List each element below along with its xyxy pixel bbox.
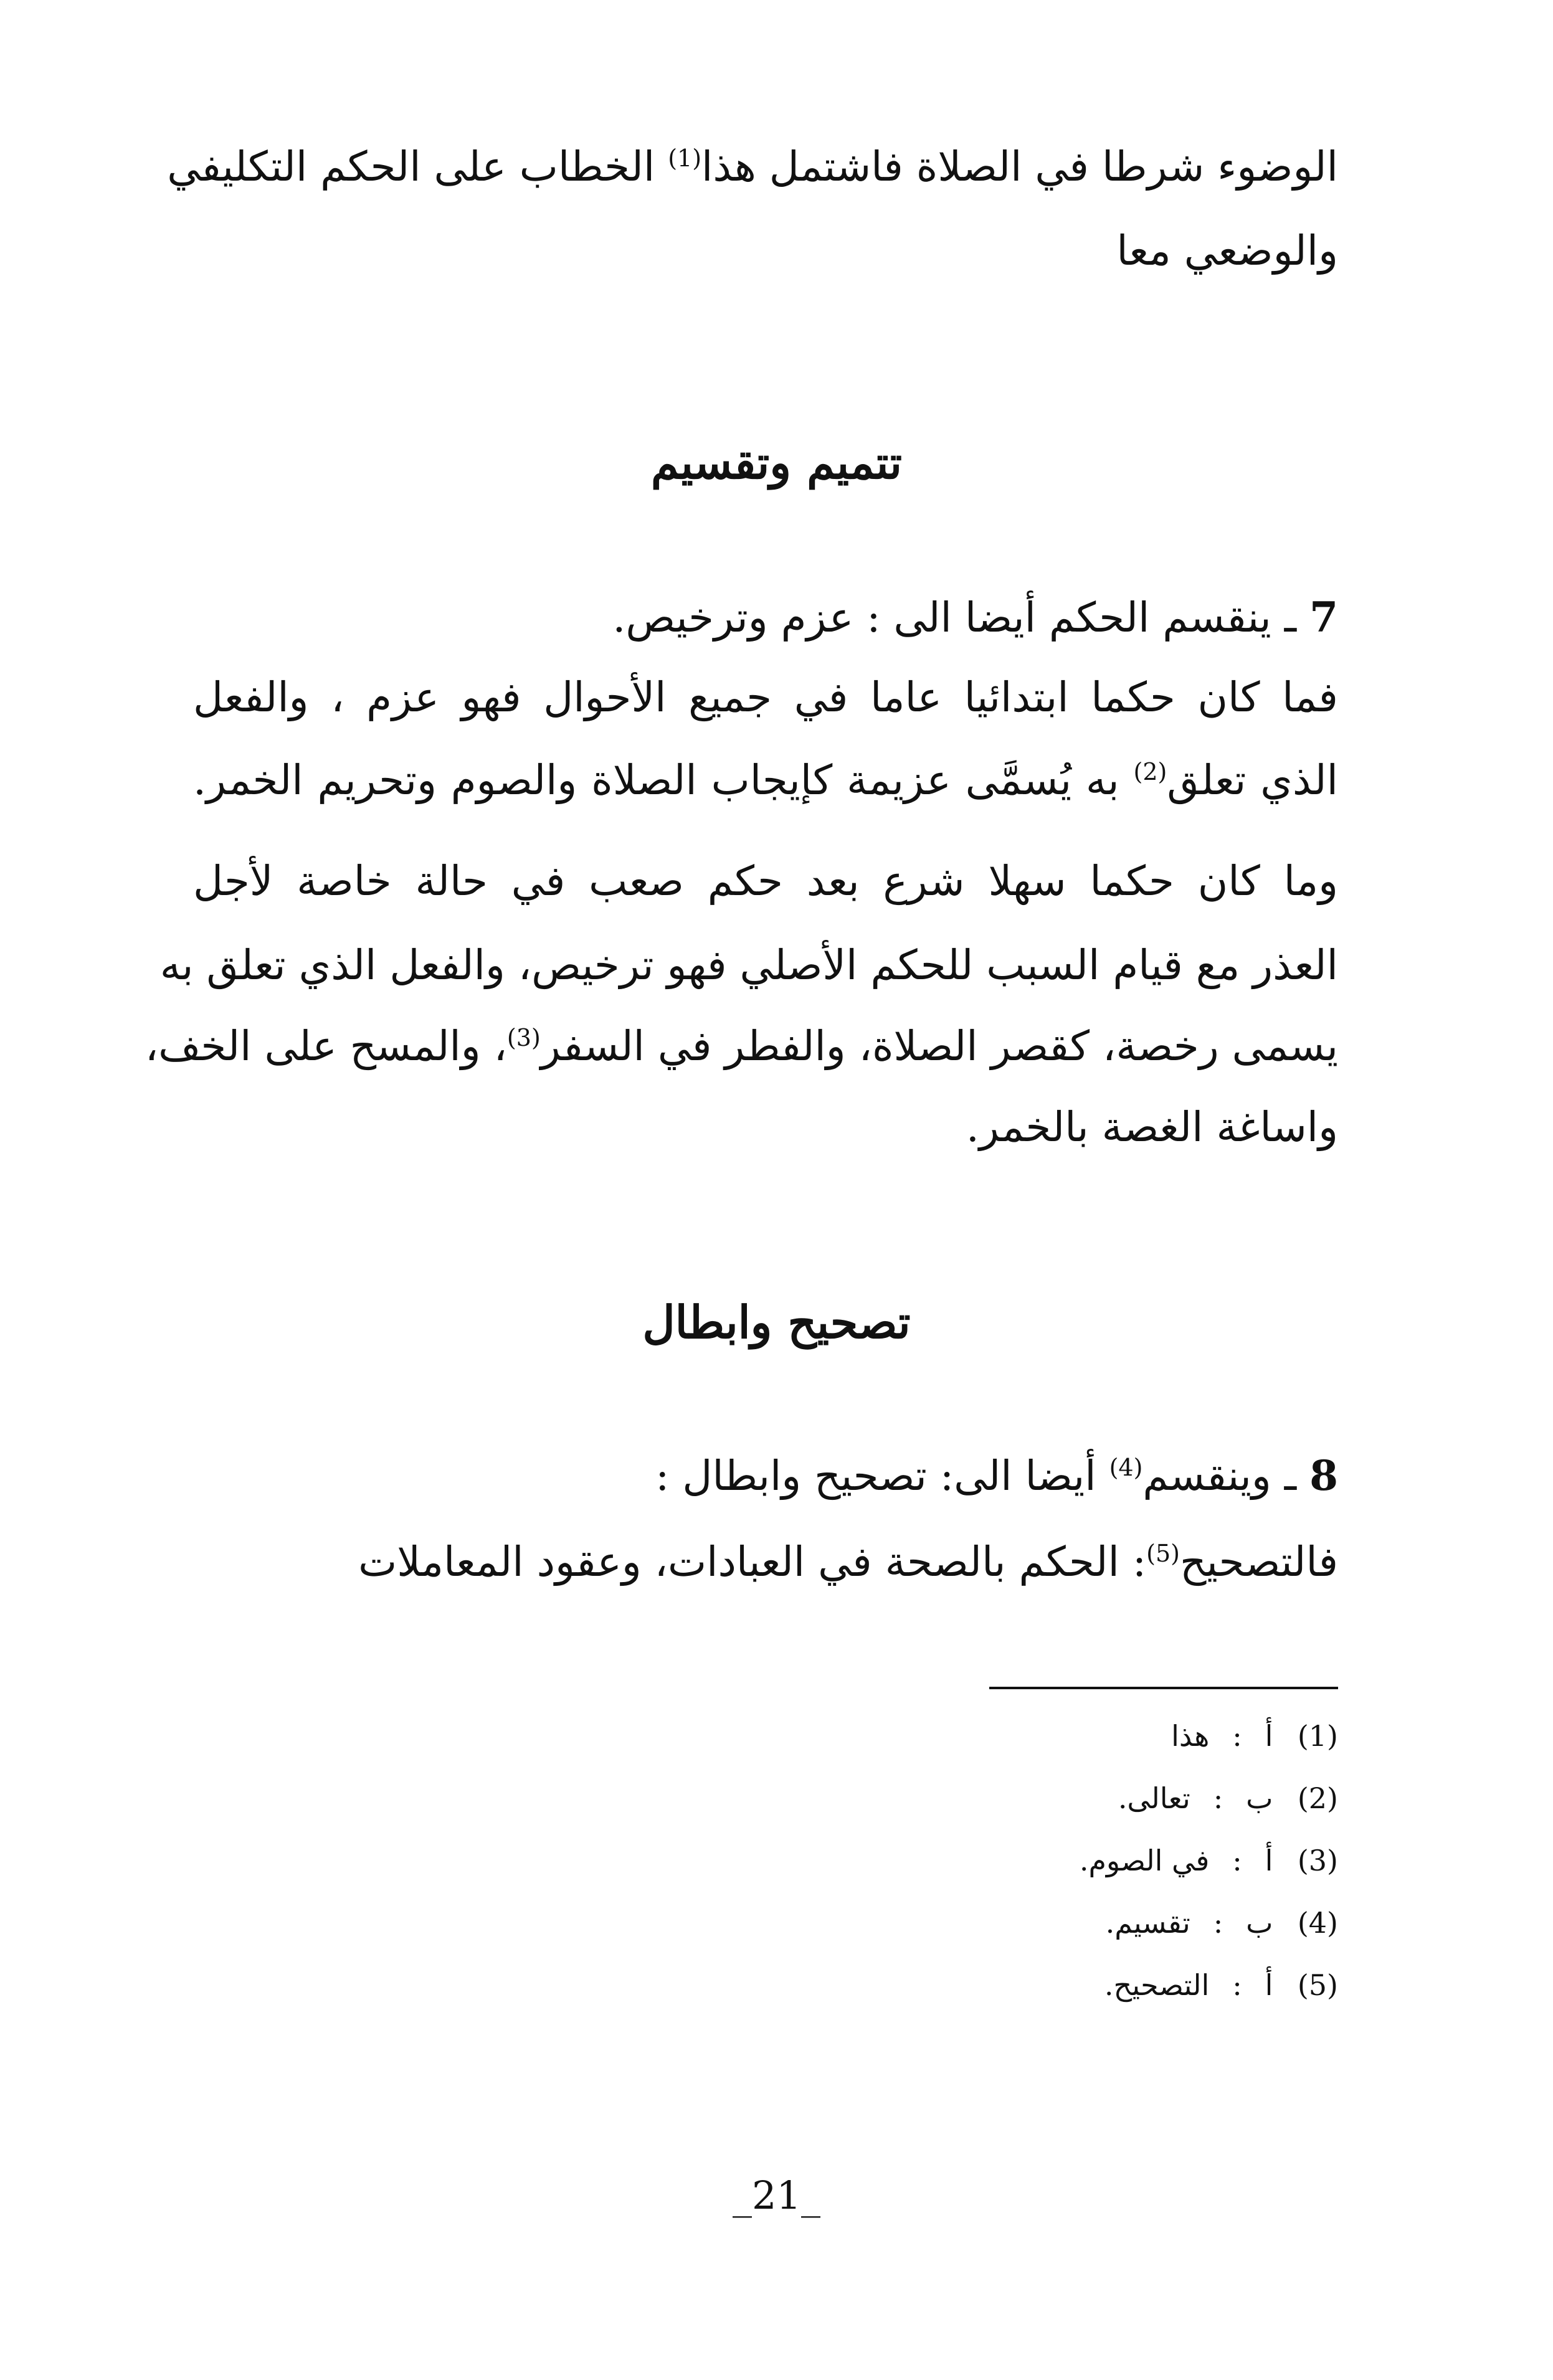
footnote-text: تقسيم. xyxy=(1105,1906,1190,1940)
footnote-ref: (4) xyxy=(1109,1454,1143,1481)
body-line xyxy=(193,856,1338,906)
text-run: ـ وينقسم xyxy=(1142,1452,1310,1500)
footnote xyxy=(1080,1844,1338,1878)
numbered-item xyxy=(193,1451,1338,1501)
text-run: فالتصحيح xyxy=(1179,1538,1338,1586)
footnote xyxy=(1171,1719,1338,1753)
text-run: والوضعي معا xyxy=(1116,227,1338,275)
text-run: الذي تعلق xyxy=(1167,756,1338,804)
footnote-source: ب xyxy=(1246,1781,1273,1815)
body-line xyxy=(167,142,1338,191)
text-run: وما كان حكما سهلا شرع بعد حكم صعب في حالة خاصة لأجل xyxy=(193,857,1338,905)
footnote-text: في الصوم. xyxy=(1079,1844,1210,1877)
body-line xyxy=(193,1537,1338,1586)
footnote xyxy=(1106,1906,1338,1940)
footnote-number: (4) xyxy=(1297,1906,1338,1940)
text-run: واساغة الغصة بالخمر. xyxy=(966,1103,1338,1151)
footnote-source: أ xyxy=(1265,1968,1273,2002)
text-run: الوضوء شرطا في الصلاة فاشتمل هذا xyxy=(701,143,1338,191)
body-line xyxy=(145,1022,1338,1071)
footnote xyxy=(1118,1781,1338,1816)
footnote-separator: : xyxy=(1213,1781,1223,1815)
footnote-divider xyxy=(989,1687,1338,1689)
numbered-item xyxy=(193,593,1338,642)
footnote-source: أ xyxy=(1265,1719,1273,1753)
item-number: 7 xyxy=(1309,593,1338,642)
footnote-ref: (1) xyxy=(668,145,702,172)
footnote-ref: (3) xyxy=(506,1024,541,1051)
footnote-ref: (5) xyxy=(1146,1540,1180,1567)
footnote-number: (3) xyxy=(1297,1844,1338,1877)
text-run: يسمى رخصة، كقصر الصلاة، والفطر في السفر xyxy=(540,1022,1338,1070)
footnote-source: أ xyxy=(1265,1844,1273,1877)
section-heading: تصحيح وابطال xyxy=(642,1296,911,1349)
footnote-text: تعالى. xyxy=(1118,1781,1190,1815)
footnote-number: (1) xyxy=(1297,1719,1338,1753)
text-run: ـ ينقسم الحكم أيضا الى : عزم وترخيص. xyxy=(612,594,1310,642)
page-number: _21_ xyxy=(733,2173,820,2218)
text-run: الخطاب على الحكم التكليفي xyxy=(167,143,668,191)
footnote-ref: (2) xyxy=(1133,758,1167,785)
footnote-separator: : xyxy=(1232,1844,1242,1877)
text-run: أيضا الى: تصحيح وابطال : xyxy=(655,1452,1109,1500)
footnote-text: هذا xyxy=(1171,1719,1210,1753)
text-run: : الحكم بالصحة في العبادات، وعقود المعاملات xyxy=(358,1538,1147,1586)
footnote-text: التصحيح. xyxy=(1104,1968,1210,2002)
text-run: العذر مع قيام السبب للحكم الأصلي فهو ترخيص، والفعل الذي تعلق به xyxy=(159,941,1338,989)
footnote-separator: : xyxy=(1213,1906,1223,1940)
text-run: فما كان حكما ابتدائيا عاما في جميع الأحوال فهو عزم ، والفعل xyxy=(193,673,1338,721)
body-line xyxy=(193,226,1338,275)
section-heading: تتميم وتقسيم xyxy=(650,436,903,489)
footnote-source: ب xyxy=(1246,1906,1273,1940)
body-line xyxy=(193,673,1338,722)
footnote-number: (5) xyxy=(1297,1968,1338,2002)
item-number: 8 xyxy=(1309,1451,1338,1500)
footnote xyxy=(1104,1968,1338,2003)
text-run: ، والمسح على الخف، xyxy=(145,1022,507,1070)
footnote-separator: : xyxy=(1232,1719,1242,1753)
footnote-number: (2) xyxy=(1297,1781,1338,1815)
body-line xyxy=(159,941,1338,990)
body-line xyxy=(193,756,1338,805)
text-run: به يُسمَّى عزيمة كإيجاب الصلاة والصوم وتحريم الخمر. xyxy=(193,756,1134,804)
footnote-separator: : xyxy=(1232,1968,1242,2002)
body-line xyxy=(193,1102,1338,1152)
